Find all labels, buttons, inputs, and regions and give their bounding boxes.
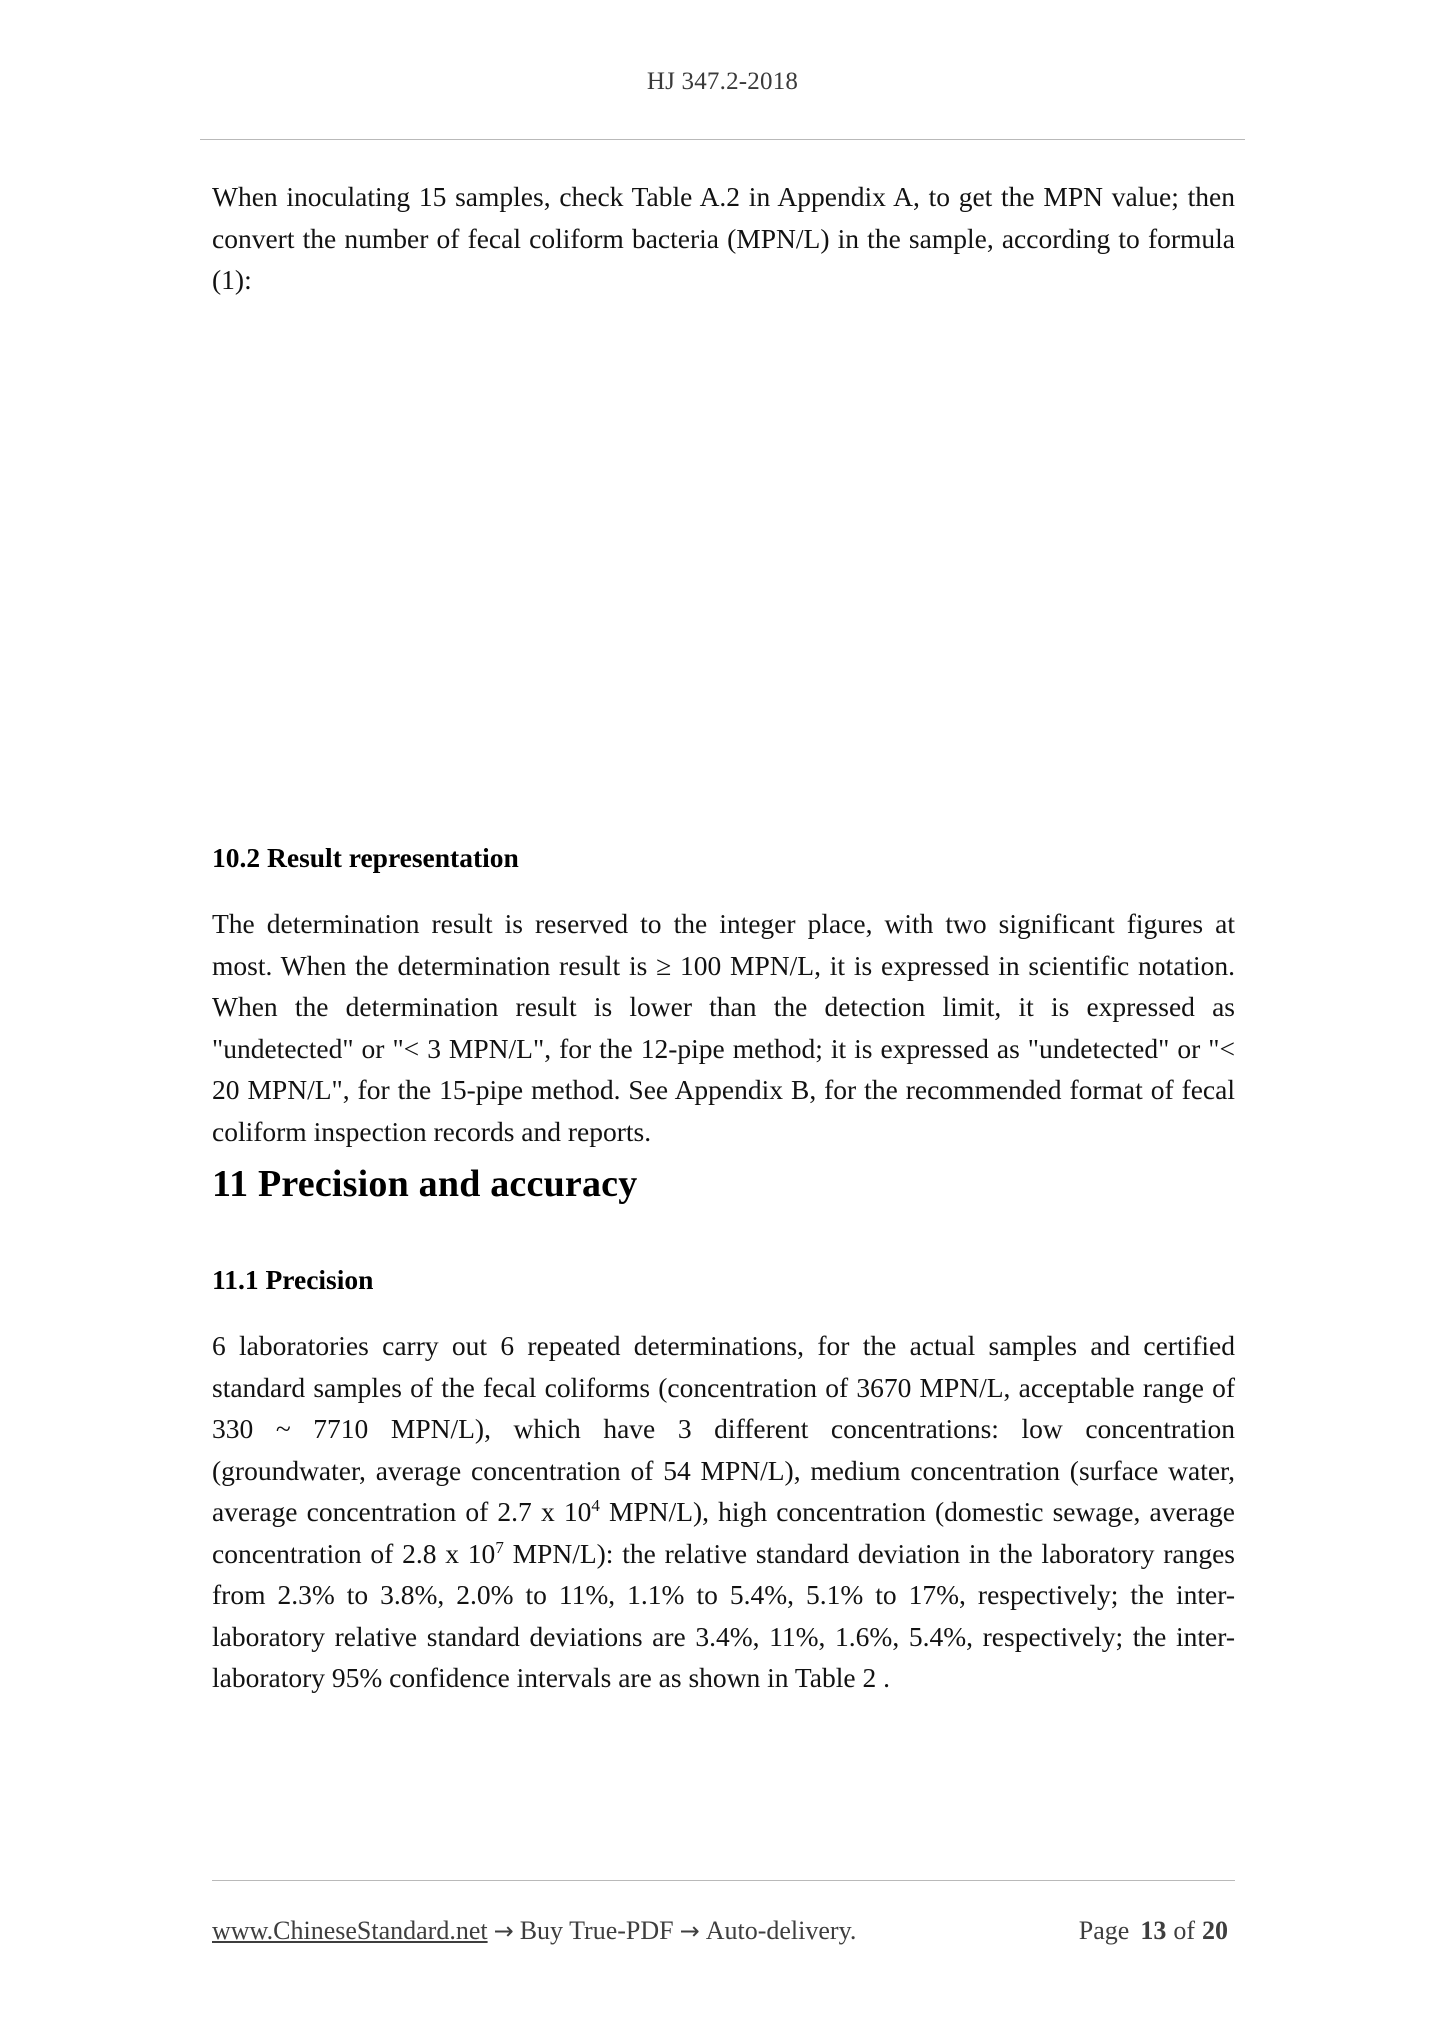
footer-divider bbox=[212, 1880, 1235, 1881]
precision-text-part-3: MPN/L): the relative standard deviation in the laboratory ranges from 2.3% to 3.8%, 2.0% to 11%, 1.1% to 5.4%, 5.1% to 17%, respectively; the inter-laboratory relative standard deviations are 3.4%, 11%, 1.6%, 5.4%, respectively; the inter-laboratory 95% confidence intervals are as shown in Table 2 . bbox=[212, 1537, 1235, 1693]
arrow-right-icon-1: → bbox=[493, 1917, 514, 1945]
footer-promo bbox=[212, 1916, 856, 1946]
precision-text-part-2: MPN/L), high concentration (domestic sewage, average concentration of 2.8 x 10 bbox=[212, 1496, 1235, 1569]
arrow-right-icon-2: → bbox=[679, 1917, 700, 1945]
heading-11-1-precision: 11.1 Precision bbox=[212, 1264, 374, 1295]
auto-delivery-label: Auto-delivery. bbox=[705, 1916, 857, 1945]
page-header bbox=[0, 0, 1445, 140]
exponent-four: 4 bbox=[591, 1495, 600, 1515]
paragraph-mpn-conversion: When inoculating 15 samples, check Table A.2 in Appendix A, to get the MPN value; then convert the number of fecal coliform bacteria (MPN/L) in the sample, according to formula (1): bbox=[212, 181, 1235, 295]
current-page-number: 13 bbox=[1140, 1916, 1167, 1945]
header-divider bbox=[200, 139, 1245, 140]
heading-11-precision-and-accuracy: 11 Precision and accuracy bbox=[212, 1163, 638, 1205]
buy-true-pdf-label[interactable]: Buy True-PDF bbox=[519, 1916, 674, 1945]
page-label: Page bbox=[1078, 1916, 1130, 1945]
footer-page-number bbox=[1079, 1916, 1235, 1946]
paragraph-result-representation: The determination result is reserved to the integer place, with two significant figures at most. When the determination result is ≥ 100 MPN/L, it is expressed in scientific notation. When the determination result is lower than the detection limit, it is expressed as "undetected" or "< 3 MPN/L", for the 12-pipe method; it is expressed as "undetected" or "< 20 MPN/L", for the 15-pipe method. See Appendix B, for the recommended format of fecal coliform inspection records and reports. bbox=[212, 908, 1235, 1147]
precision-text-part-1: 6 laboratories carry out 6 repeated determinations, for the actual samples and certified standard samples of the fecal coliforms (concentration of 3670 MPN/L, acceptable range of 330 ~ 7710 MPN/L), which have 3 different concentrations: low concentration (groundwater, average concentration of 54 MPN/L), medium concentration (surface water, average concentration of 2.7 x 10 bbox=[212, 1330, 1235, 1527]
heading-10-2-result-representation: 10.2 Result representation bbox=[212, 842, 519, 873]
exponent-seven: 7 bbox=[495, 1537, 504, 1557]
total-page-number: 20 bbox=[1202, 1916, 1228, 1945]
footer-row bbox=[212, 1916, 1235, 1956]
chinesestandard-site-link[interactable]: www.ChineseStandard.net bbox=[212, 1916, 488, 1945]
paragraph-precision-details bbox=[212, 1325, 1235, 1699]
page-footer bbox=[0, 1880, 1445, 2044]
of-label: of bbox=[1173, 1916, 1195, 1945]
header-standard-number: HJ 347.2-2018 bbox=[646, 68, 799, 95]
